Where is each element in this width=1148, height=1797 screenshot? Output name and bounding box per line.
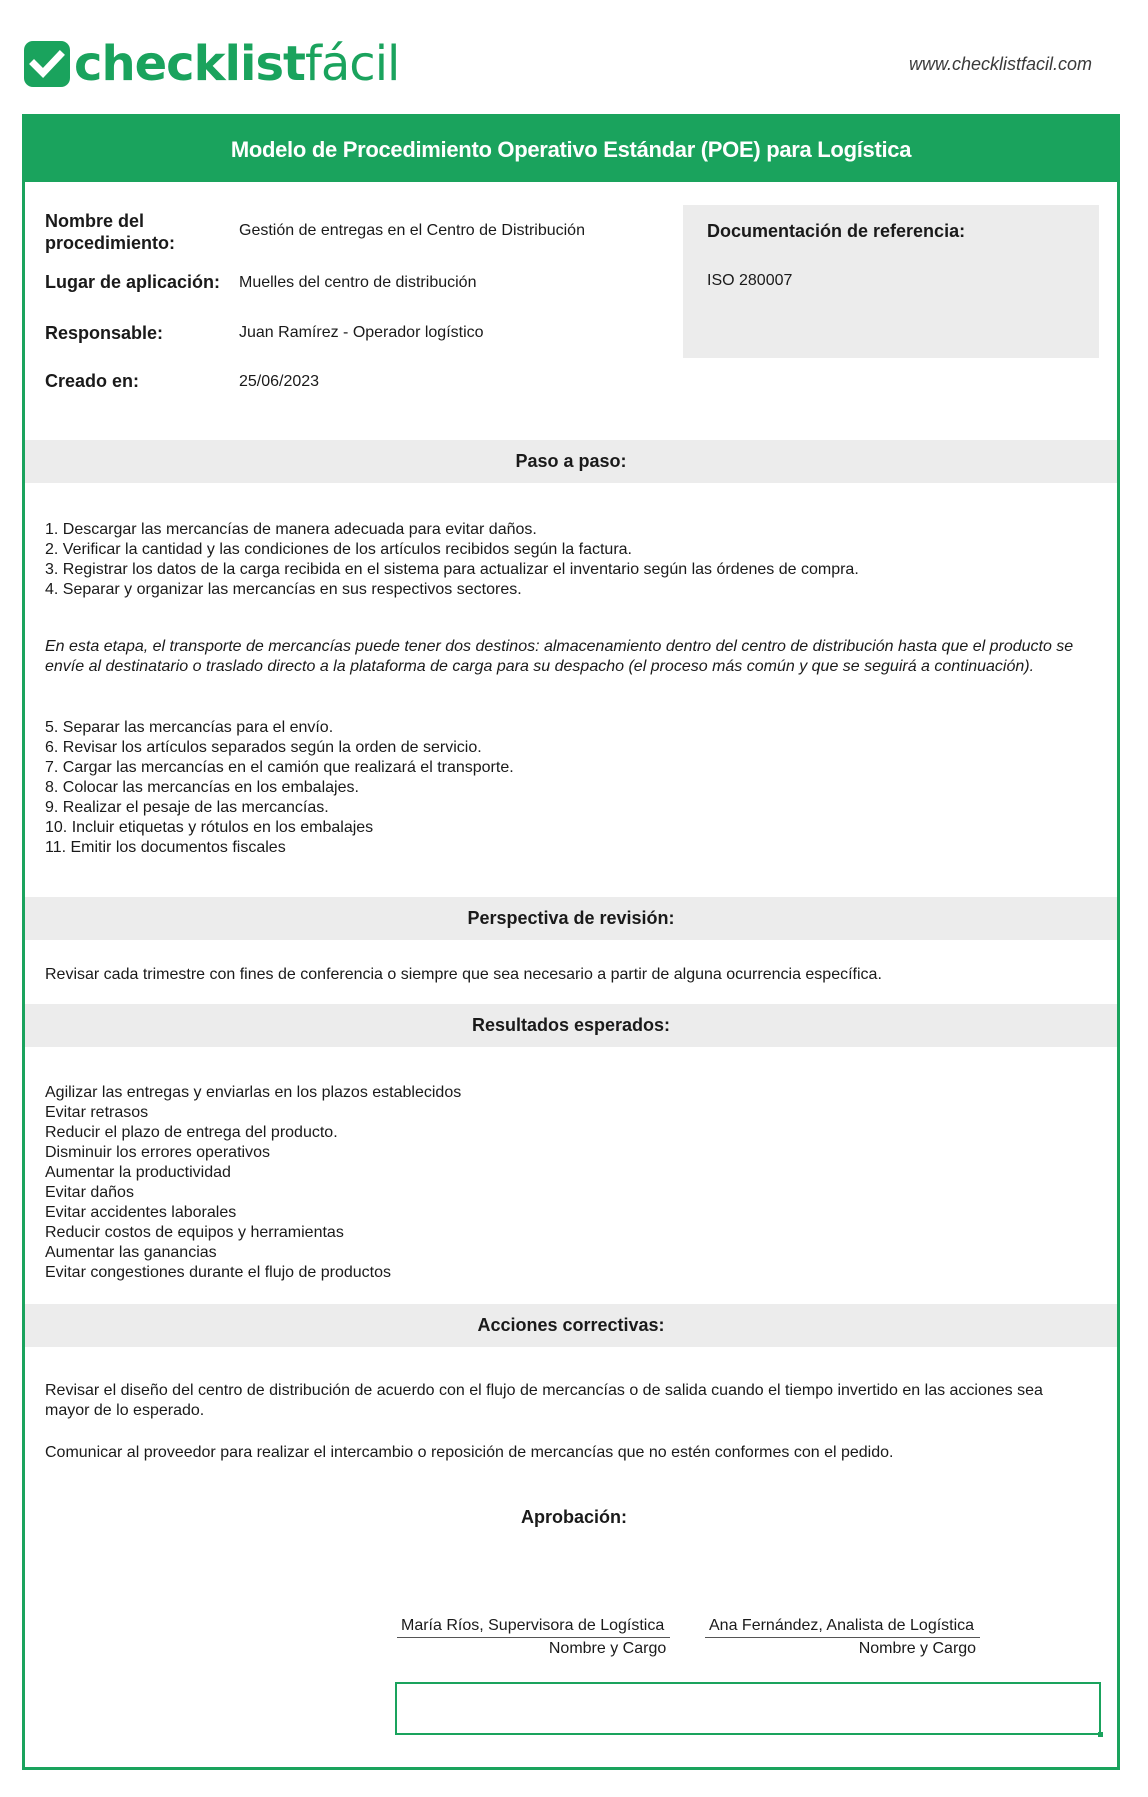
place-value: Muelles del centro de distribución [239, 274, 477, 291]
document-frame [22, 114, 1120, 1770]
brand-regular: fácil [304, 36, 400, 92]
list-item: Aumentar la productividad [45, 1164, 231, 1181]
list-item: 1. Descargar las mercancías de manera adecuada para evitar daños. [45, 521, 537, 538]
reference-box [683, 205, 1099, 358]
corrective-paragraph-1: Revisar el diseño del centro de distribución de acuerdo con el flujo de mercancías o de salida cuando el tiempo invertido en las acciones sea mayor de lo esperado. [45, 1382, 1043, 1419]
approval-heading: Aprobación: [521, 1507, 627, 1527]
owner-value: Juan Ramírez - Operador logístico [239, 324, 484, 341]
place-label: Lugar de aplicación: [45, 272, 221, 292]
resize-handle[interactable] [1098, 1732, 1103, 1737]
list-item: Agilizar las entregas y enviarlas en los plazos establecidos [45, 1084, 462, 1101]
steps-list-a [45, 520, 859, 600]
list-item: 10. Incluir etiquetas y rótulos en los embalajes [45, 819, 374, 836]
list-item: 4. Separar y organizar las mercancías en sus respectivos sectores. [45, 581, 522, 598]
steps-note: En esta etapa, el transporte de mercancías puede tener dos destinos: almacenamiento dentro del centro de distribución hasta que el producto se envíe al destinatario o traslado directo a la plataforma de carga para su despacho (el proceso más común y que se seguirá a continuación). [45, 638, 1074, 675]
results-heading: Resultados esperados: [25, 1004, 1117, 1047]
signature-name: María Ríos, Supervisora de Logística [397, 1617, 670, 1638]
signature-role: Nombre y Cargo [858, 1640, 977, 1657]
list-item: 5. Separar las mercancías para el envío. [45, 719, 334, 736]
list-item: Evitar retrasos [45, 1104, 149, 1121]
list-item: Evitar daños [45, 1184, 134, 1201]
procedure-value: Gestión de entregas en el Centro de Distribución [239, 222, 585, 239]
list-item: Evitar congestiones durante el flujo de productos [45, 1264, 391, 1281]
list-item: 3. Registrar los datos de la carga recibida en el sistema para actualizar el inventario según las órdenes de compra. [45, 561, 859, 578]
procedure-label: Nombre del procedimiento: [45, 211, 176, 253]
list-item: 2. Verificar la cantidad y las condiciones de los artículos recibidos según la factura. [45, 541, 632, 558]
steps-heading: Paso a paso: [25, 440, 1117, 483]
reference-value: ISO 280007 [707, 272, 793, 289]
list-item: Disminuir los errores operativos [45, 1144, 270, 1161]
signature-block-2 [705, 1617, 980, 1658]
created-label: Creado en: [45, 371, 140, 391]
review-text: Revisar cada trimestre con fines de conferencia o siempre que sea necesario a partir de alguna ocurrencia específica. [45, 966, 882, 983]
signature-name: Ana Fernández, Analista de Logística [705, 1617, 980, 1638]
corrective-heading: Acciones correctivas: [25, 1304, 1117, 1347]
corrective-paragraph-2: Comunicar al proveedor para realizar el intercambio o reposición de mercancías que no estén conformes con el pedido. [45, 1444, 894, 1461]
signature-block-1 [397, 1617, 670, 1658]
created-value: 25/06/2023 [239, 373, 320, 390]
reference-title: Documentación de referencia: [707, 221, 966, 241]
review-heading: Perspectiva de revisión: [25, 897, 1117, 940]
list-item: Reducir el plazo de entrega del producto. [45, 1124, 338, 1141]
list-item: Reducir costos de equipos y herramientas [45, 1224, 344, 1241]
website-url[interactable]: www.checklistfacil.com [908, 54, 1092, 74]
brand-wordmark [74, 38, 399, 90]
signature-role: Nombre y Cargo [548, 1640, 667, 1657]
list-item: 8. Colocar las mercancías en los embalajes. [45, 779, 359, 796]
signature-input-box[interactable] [395, 1682, 1101, 1735]
checkmark-logo-icon [24, 41, 70, 87]
list-item: 7. Cargar las mercancías en el camión que realizará el transporte. [45, 759, 514, 776]
document-title: Modelo de Procedimiento Operativo Estándar (POE) para Logística [25, 117, 1117, 182]
list-item: 6. Revisar los artículos separados según la orden de servicio. [45, 739, 482, 756]
list-item: 11. Emitir los documentos fiscales [45, 839, 286, 856]
brand-bold: checklist [74, 36, 305, 92]
list-item: Evitar accidentes laborales [45, 1204, 237, 1221]
steps-list-b [45, 718, 514, 858]
owner-label: Responsable: [45, 323, 164, 343]
brand-logo [24, 38, 399, 90]
results-list [45, 1083, 461, 1283]
list-item: Aumentar las ganancias [45, 1244, 217, 1261]
list-item: 9. Realizar el pesaje de las mercancías. [45, 799, 329, 816]
